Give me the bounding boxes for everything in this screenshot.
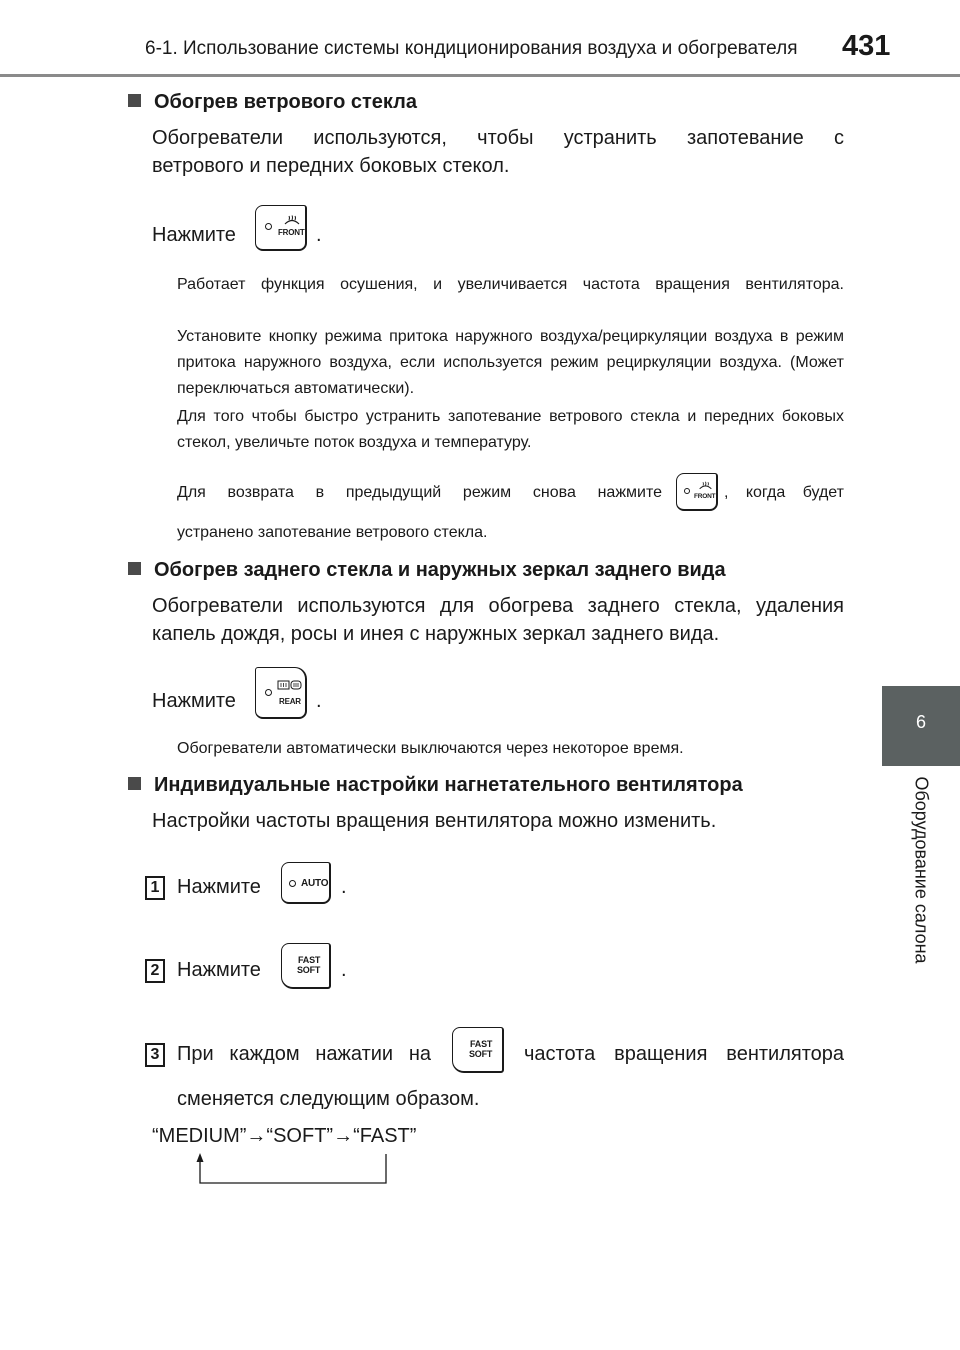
fast-label: FAST: [298, 955, 321, 965]
chapter-title: Оборудование салона: [911, 776, 932, 964]
front-button-label: FRONT: [278, 228, 305, 237]
soft-label: SOFT: [297, 965, 321, 975]
step-3-line2: сменяется следующим образом.: [177, 1088, 480, 1110]
step-3-text-after: частота вращения вентилятора: [524, 1043, 844, 1065]
heading-bullet-icon: [128, 562, 141, 575]
heading-bullet-icon: [128, 94, 141, 107]
windshield-heading: [128, 91, 417, 114]
fast-label: FAST: [470, 1039, 493, 1049]
windshield-para-line2: ветрового и передних боковых стекол.: [152, 155, 510, 177]
rear-press-suffix: .: [316, 690, 322, 712]
fan-heading-text: Индивидуальные настройки нагнетательного вентилятора: [154, 774, 743, 796]
step-2-number: 2: [145, 959, 165, 983]
front-button-label: FRONT: [694, 493, 716, 500]
step-1-suffix: .: [341, 876, 347, 898]
windshield-return-after: , когда будет: [724, 484, 844, 501]
front-defroster-button[interactable]: [255, 205, 307, 251]
rear-para-line2: капель дождя, росы и инея с наружных зеркал заднего вида.: [152, 623, 720, 645]
heading-bullet-icon: [128, 777, 141, 790]
step-2-suffix: .: [341, 959, 347, 981]
indicator-light-icon: [265, 689, 272, 696]
rear-note: Обогреватели автоматически выключаются через некоторое время.: [177, 740, 684, 757]
rear-heading-text: Обогрев заднего стекла и наружных зеркал заднего вида: [154, 559, 726, 581]
fast-soft-button-step3[interactable]: [452, 1027, 504, 1073]
indicator-light-icon: [289, 880, 296, 887]
windshield-heading-text: Обогрев ветрового стекла: [154, 91, 417, 113]
windshield-press-label: Нажмите: [152, 224, 236, 246]
rear-button-label: REAR: [279, 697, 301, 706]
step-2-text: Нажмите: [177, 959, 261, 981]
front-defroster-button-small[interactable]: [676, 473, 718, 511]
windshield-note-2: Установите кнопку режима притока наружного воздуха/рециркуляции воздуха в режим притока наружного воздуха, если используется режим рециркуляции воздуха. (Может переключаться автоматически).: [177, 328, 844, 397]
rear-defogger-button[interactable]: [255, 667, 307, 719]
windshield-return-before: Для возврата в предыдущий режим снова нажмите: [177, 484, 662, 501]
rear-defogger-mirror-icon: [277, 680, 303, 690]
step-1-number: 1: [145, 876, 165, 900]
header-divider: [0, 74, 960, 77]
soft-label: SOFT: [469, 1049, 493, 1059]
step-3-number: 3: [145, 1043, 165, 1067]
fan-heading: [128, 774, 743, 797]
rear-para-line1: Обогреватели используются для обогрева заднего стекла, удаления: [152, 595, 844, 617]
windshield-return-line2: устранено запотевание ветрового стекла.: [177, 524, 488, 541]
windshield-note-3: Для того чтобы быстро устранить запотевание ветрового стекла и передних боковых стекол, увеличьте поток воздуха и температуру.: [177, 408, 844, 451]
front-defroster-icon: [283, 215, 301, 225]
windshield-note-1: Работает функция осушения, и увеличивается частота вращения вентилятора.: [177, 276, 844, 293]
indicator-light-icon: [684, 488, 690, 494]
section-title: 6-1. Использование системы кондиционирования воздуха и обогревателя: [145, 38, 798, 59]
fan-para: Настройки частоты вращения вентилятора можно изменить.: [152, 810, 717, 832]
step-1-text: Нажмите: [177, 876, 261, 898]
rear-heading: [128, 559, 726, 582]
page-number: 431: [842, 30, 891, 62]
windshield-para-line1: Обогреватели используются, чтобы устранить запотевание с: [152, 127, 844, 149]
windshield-press-suffix: .: [316, 224, 322, 246]
step-3-text-before: При каждом нажатии на: [177, 1043, 431, 1065]
front-defroster-icon: [698, 481, 713, 490]
cycle-return-arrow-icon: [190, 1150, 390, 1190]
indicator-light-icon: [265, 223, 272, 230]
auto-button[interactable]: [281, 862, 331, 904]
fast-soft-button[interactable]: [281, 943, 331, 989]
auto-button-label: AUTO: [301, 878, 329, 889]
rear-press-label: Нажмите: [152, 690, 236, 712]
fan-speed-sequence: “MEDIUM”→“SOFT”→“FAST”: [152, 1125, 417, 1147]
chapter-number: 6: [915, 712, 926, 732]
